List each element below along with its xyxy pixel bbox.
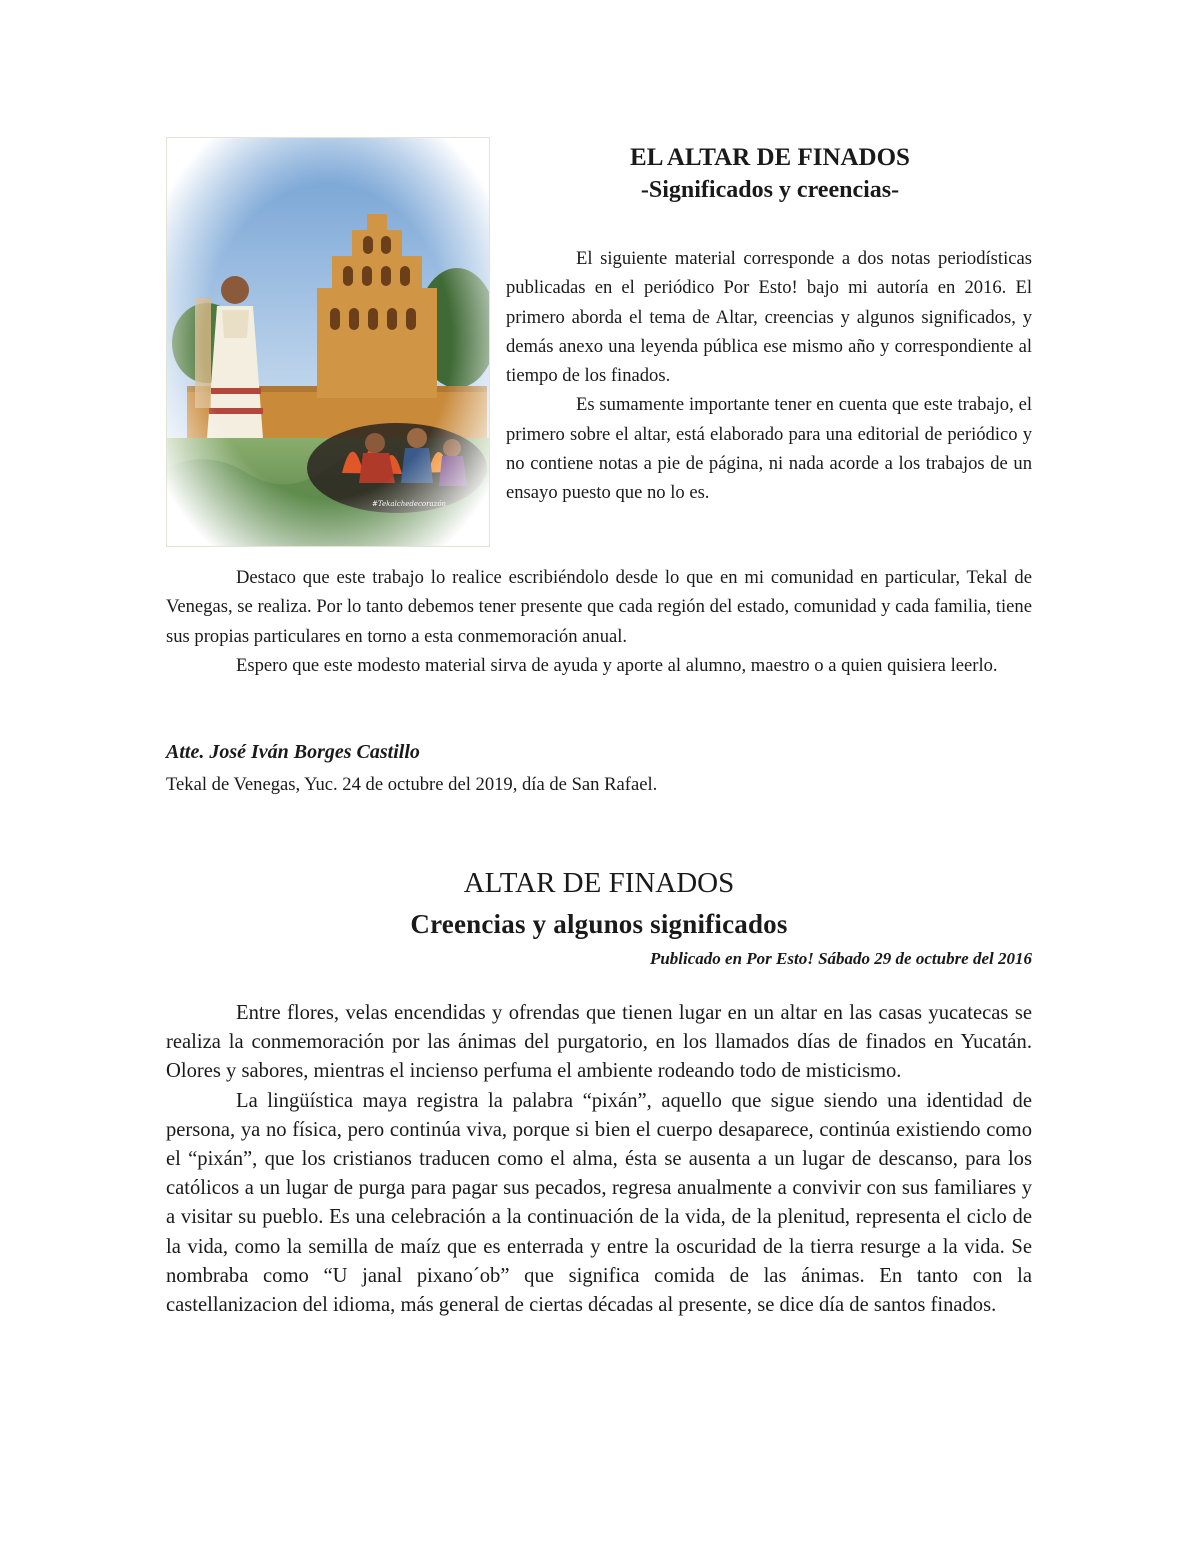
intro-paragraph: Es sumamente importante tener en cuenta que este trabajo, el primero sobre el altar, está elaborado para una editorial de periódico y no contiene notas a pie de página, ni nada acorde a los trabajos de un ensayo puesto que no lo es. [506,394,1032,504]
article-publication-line: Publicado en Por Esto! Sábado 29 de octubre del 2016 [649,949,1032,968]
article-paragraph: Entre flores, velas encendidas y ofrendas que tienen lugar en un altar en las casas yucatecas se realiza la conmemoración por las ánimas del purgatorio, en los llamados días de finados en Yucatán. Olores y sabores, mientras el incienso perfuma el ambiente rodeando todo de misticismo. [166,1002,1032,1083]
intro-full-text [166,563,1032,680]
intro-title: EL ALTAR DE FINADOS [630,144,910,171]
intro-heading [500,143,1040,207]
intro-paragraph: Destaco que este trabajo lo realice escribiéndolo desde lo que en mi comunidad en particular, Tekal de Venegas, se realiza. Por lo tanto debemos tener presente que cada región del estado, comunidad y cada familia, tiene sus propias particulares en torno a esta conmemoración anual. [166,567,1032,647]
altar-illustration [166,137,490,547]
article-title: ALTAR DE FINADOS [463,867,735,899]
intro-paragraph: Espero que este modesto material sirva de ayuda y aporte al alumno, maestro o a quien quisiera leerlo. [236,654,998,676]
place-date: Tekal de Venegas, Yuc. 24 de octubre del 2019, día de San Rafael. [166,774,658,795]
intro-paragraph: El siguiente material corresponde a dos notas periodísticas publicadas en el periódico Por Esto! bajo mi autoría en 2016. El primero aborda el tema de Altar, creencias y algunos significados, y demás anexo una leyenda pública ese mismo año y correspondiente al tiempo de los finados. [506,248,1032,387]
article-body [166,999,1032,1320]
article-subtitle: Creencias y algunos significados [410,909,788,939]
author-signature: Atte. José Iván Borges Castillo [166,741,420,763]
church-collage-image [167,138,489,546]
intro-subtitle: -Significados y creencias- [640,177,900,203]
article-paragraph: La lingüística maya registra la palabra “pixán”, aquello que sigue siendo una identidad de persona, ya no física, pero continúa viva, porque si bien el cuerpo desaparece, continúa existiendo como el “pixán”, que los cristianos traducen como el alma, ésta se ausenta a un lugar de descanso, para los católicos a un lugar de purga para pagar sus pecados, regresa anualmente a convivir con sus familiares y a visitar su pueblo. Es una celebración a la continuación de la vida, de la plenitud, representa el ciclo de la vida, como la semilla de maíz que es enterrada y entre la oscuridad de la tierra resurge a la vida. Se nombraba como “U janal pixano´ob” que significa comida de las ánimas. En tanto con la castellanizacion del idioma, más general de ciertas décadas al presente, se dice día de santos finados. [166,1089,1032,1317]
intro-column-text [506,244,1032,508]
